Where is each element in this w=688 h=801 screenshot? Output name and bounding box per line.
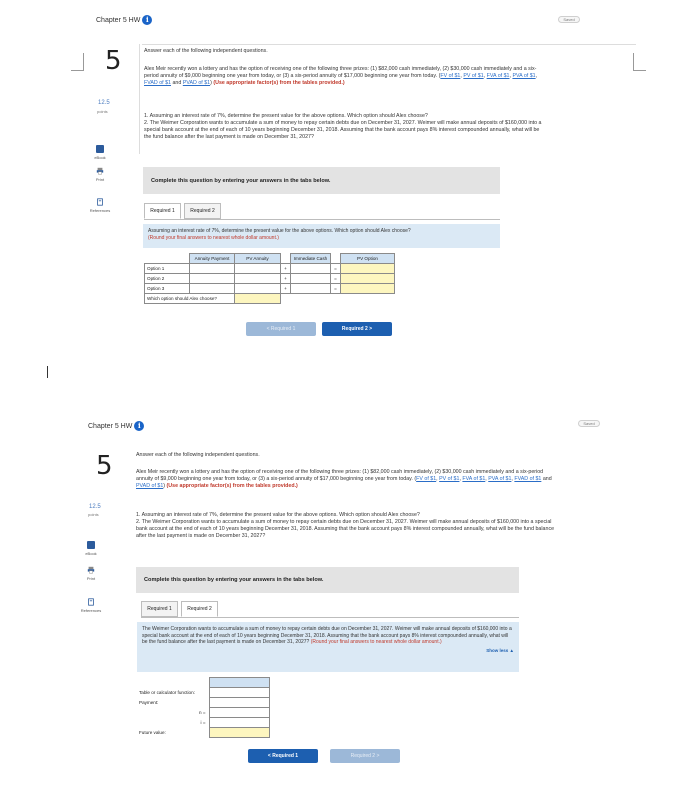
- intro-text: Answer each of the following independent questions.: [144, 48, 268, 54]
- payment-input[interactable]: [209, 698, 269, 708]
- tab-required-1[interactable]: Required 1: [144, 203, 181, 219]
- calc-label-n: n =: [137, 708, 209, 718]
- next-required-button[interactable]: Required 2 >: [322, 322, 392, 336]
- calc-label-i: i =: [137, 718, 209, 728]
- link-pvad[interactable]: PVAD of $1: [136, 482, 164, 489]
- question-panel: [137, 622, 519, 672]
- row-label: Option 1: [145, 264, 190, 274]
- link-fv[interactable]: FV of $1: [416, 475, 437, 482]
- link-fvad[interactable]: FVAD of $1: [514, 475, 542, 482]
- calc-label-future-value: Future value:: [137, 728, 209, 738]
- points-value: 12.5: [89, 504, 101, 510]
- fv-calc-table: [137, 677, 270, 738]
- print-icon: [87, 566, 95, 574]
- tab-required-2[interactable]: Required 2: [184, 203, 221, 219]
- immediate-cash-input[interactable]: [291, 274, 331, 284]
- pv-annuity-input[interactable]: [235, 274, 281, 284]
- next-required-button[interactable]: Required 2 >: [330, 749, 400, 763]
- prev-required-button[interactable]: < Required 1: [248, 749, 318, 763]
- item-2-text: 2. The Weimer Corporation wants to accumulate a sum of money to repay certain debts due on December 31, 2027. Weimer will make annual deposits of $160,000 into a special bank account at the end of each of 10 years beginning December 31, 2018. Assuming that the bank account pays 8% interest compounded annually, what will be the fund balance after the last payment is made on December 31, 2027?: [136, 519, 555, 539]
- annuity-payment-input[interactable]: [190, 284, 235, 294]
- choice-select[interactable]: [235, 294, 281, 304]
- question-number: 5: [96, 451, 113, 481]
- problem-text: Alex Meir recently won a lottery and has the option of receiving one of the following three prizes: (1) $82,000 cash immediately, (2) $30,000 cash immediately and a six-period annuity of $9,000 beginning one year from today, or (3) a six-period annuity of $17,000 beginning one year from today. (FV of $1, PV of $1, FVA of $1, PVA of $1, FVAD of $1 and PVAD of $1) (Use appropriate factor(s) from the tables provided.): [136, 469, 552, 489]
- item-1-text: 1. Assuming an interest rate of 7%, determine the present value for the above options. Which option should Alex choose?: [136, 512, 420, 518]
- link-pva[interactable]: PVA of $1: [488, 475, 512, 482]
- plus-sign: +: [281, 284, 291, 294]
- sidebar-item-ebook[interactable]: eBook: [76, 541, 106, 556]
- item-1-text: 1. Assuming an interest rate of 7%, determine the present value for the above options. Which option should Alex choose?: [144, 113, 428, 119]
- table-row: [145, 264, 395, 274]
- header-annuity-payment: Annuity Payment: [190, 254, 235, 264]
- panel-text: The Weimer Corporation wants to accumulate a sum of money to repay certain debts due on December 31, 2027. Weimer will make annual deposits of $160,000 into a special bank account at the end of each of 10 years beginning December 31, 2018. Assuming that the bank account pays 8% interest compounded annually, what will be the fund balance after the last payment is made on December 31, 2027?: [142, 626, 512, 645]
- pv-annuity-input[interactable]: [235, 264, 281, 274]
- equals-sign: =: [331, 284, 341, 294]
- right-bracket: [633, 53, 646, 71]
- item-2-text: 2. The Weimer Corporation wants to accumulate a sum of money to repay certain debts due on December 31, 2027. Weimer will make annual deposits of $160,000 into a special bank account at the end of each of 10 years beginning December 31, 2018. Assuming that the bank account pays 8% interest compounded annually, what will be the fund balance after the last payment is made on December 31, 2027?: [144, 120, 542, 140]
- link-fv[interactable]: FV of $1: [440, 72, 461, 79]
- sidebar-item-print[interactable]: Print: [76, 566, 106, 581]
- link-pva[interactable]: PVA of $1: [512, 72, 536, 79]
- equals-sign: =: [331, 274, 341, 284]
- pv-annuity-input[interactable]: [235, 284, 281, 294]
- link-fvad[interactable]: FVAD of $1: [144, 79, 171, 86]
- info-icon[interactable]: i: [142, 15, 152, 25]
- sidebar-item-references[interactable]: References: [76, 598, 106, 613]
- header-pv-annuity: PV Annuity: [235, 254, 281, 264]
- pv-option-output[interactable]: [341, 274, 395, 284]
- n-input[interactable]: [209, 708, 269, 718]
- info-icon[interactable]: i: [134, 421, 144, 431]
- instruction-text: (Use appropriate factor(s) from the tables provided.): [166, 482, 298, 489]
- tab-underline: [141, 617, 519, 618]
- row-label: Option 2: [145, 274, 190, 284]
- pv-option-output[interactable]: [341, 284, 395, 294]
- question-number: 5: [105, 46, 122, 76]
- function-input[interactable]: [209, 688, 269, 698]
- ebook-icon: [96, 145, 104, 153]
- points-value: 12.5: [98, 100, 110, 106]
- equals-sign: =: [331, 264, 341, 274]
- annuity-payment-input[interactable]: [190, 274, 235, 284]
- pv-table: [144, 253, 395, 304]
- header-pv-option: PV Option: [341, 254, 395, 264]
- saved-badge: Saved: [578, 420, 600, 427]
- print-icon: [96, 167, 104, 175]
- sidebar-item-ebook[interactable]: eBook: [85, 145, 115, 160]
- question-panel: [143, 224, 500, 248]
- calc-header: [209, 678, 269, 688]
- complete-question-box: Complete this question by entering your answers in the tabs below.: [143, 167, 500, 194]
- annuity-payment-input[interactable]: [190, 264, 235, 274]
- table-row: [145, 294, 395, 304]
- ebook-icon: [87, 541, 95, 549]
- link-pv[interactable]: PV of $1: [439, 475, 460, 482]
- instruction-text: (Use appropriate factor(s) from the tables provided.): [213, 79, 345, 86]
- link-pv[interactable]: PV of $1: [463, 72, 484, 79]
- link-fva[interactable]: FVA of $1: [462, 475, 486, 482]
- points-label: points: [97, 109, 108, 114]
- pv-option-output[interactable]: [341, 264, 395, 274]
- header-immediate-cash: Immediate Cash: [291, 254, 331, 264]
- choice-label: Which option should Alex choose?: [145, 294, 235, 304]
- calc-label-payment: Payment:: [137, 698, 209, 708]
- table-row: [145, 284, 395, 294]
- link-fva[interactable]: FVA of $1: [486, 72, 510, 79]
- content-top-rule: [142, 44, 636, 45]
- problem-text: Alex Meir recently won a lottery and has the option of receiving one of the following three prizes: (1) $82,000 cash immediately, (2) $30,000 cash immediately and a six-period annuity of $9,000 beginning one year from today, or (3) a six-period annuity of $17,000 beginning one year from today. (FV of $1, PV of $1, FVA of $1, PVA of $1, FVAD of $1 and PVAD of $1) (Use appropriate factor(s) from the tables provided.): [144, 66, 538, 86]
- plus-sign: +: [281, 264, 291, 274]
- immediate-cash-input[interactable]: [291, 284, 331, 294]
- tab-required-2[interactable]: Required 2: [181, 601, 218, 617]
- panel-note: (Round your final answers to nearest whole dollar amount.): [148, 234, 279, 241]
- immediate-cash-input[interactable]: [291, 264, 331, 274]
- saved-badge: Saved: [558, 16, 580, 23]
- panel-text: Assuming an interest rate of 7%, determine the present value for the above options. Which option should Alex choose?: [148, 228, 411, 234]
- complete-question-box: Complete this question by entering your answers in the tabs below.: [136, 567, 519, 593]
- text-cursor: [47, 366, 48, 378]
- future-value-output[interactable]: [209, 728, 269, 738]
- references-icon: [96, 198, 104, 206]
- sidebar-item-print[interactable]: Print: [85, 167, 115, 182]
- intro-text: Answer each of the following independent questions.: [136, 452, 260, 458]
- i-input[interactable]: [209, 718, 269, 728]
- prev-required-button[interactable]: < Required 1: [246, 322, 316, 336]
- show-less-toggle[interactable]: Show less ▲: [486, 647, 514, 653]
- assignment-title: Chapter 5 HW i: [96, 15, 152, 25]
- sidebar-item-references[interactable]: References: [85, 198, 115, 213]
- link-pvad[interactable]: PVAD of $1: [182, 79, 211, 86]
- panel-note: (Round your final answers to nearest whole dollar amount.): [310, 639, 442, 645]
- content-divider: [139, 44, 140, 154]
- points-label: points: [88, 512, 99, 517]
- plus-sign: +: [281, 274, 291, 284]
- left-bracket: [71, 53, 84, 71]
- references-icon: [87, 598, 95, 606]
- tab-underline: [144, 219, 500, 220]
- tab-required-1[interactable]: Required 1: [141, 601, 178, 617]
- calc-label-function: Table or calculator function:: [137, 688, 209, 698]
- table-row: [145, 274, 395, 284]
- assignment-title: Chapter 5 HW i: [88, 421, 144, 431]
- row-label: Option 3: [145, 284, 190, 294]
